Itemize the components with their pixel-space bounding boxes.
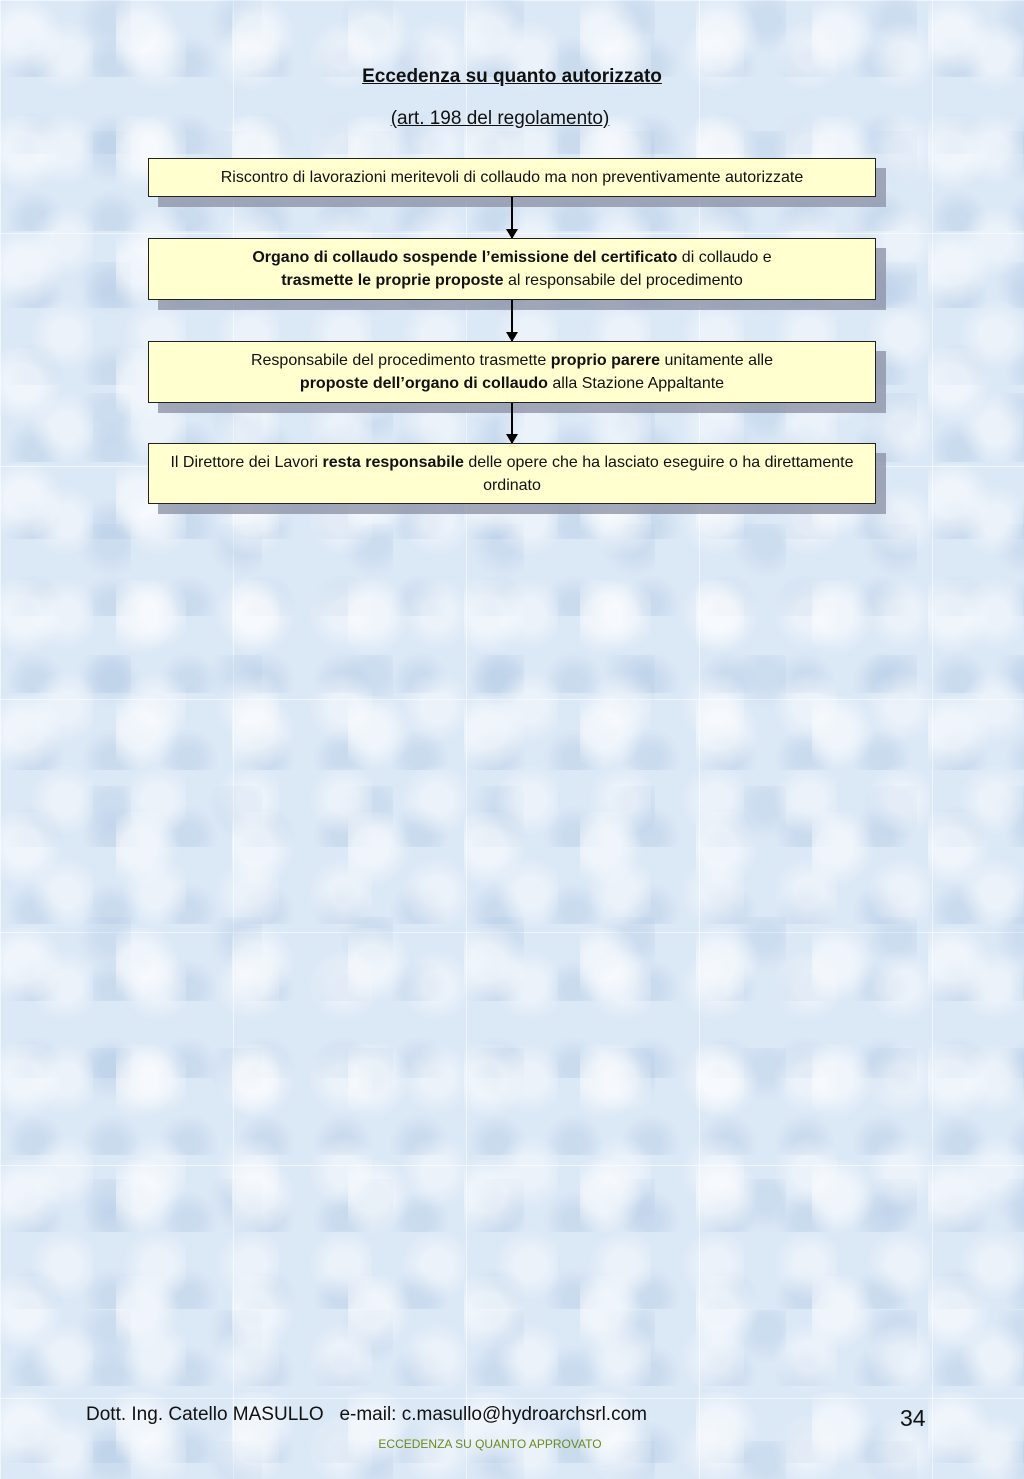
step3-text-1: Responsabile del procedimento trasmette	[250, 352, 551, 369]
flow-box	[148, 443, 876, 504]
flow-box	[148, 238, 876, 300]
step2-text-2: al responsabile del procedimento	[503, 272, 743, 289]
step4-text-1: Il Direttore dei Lavori	[170, 454, 323, 471]
flow-arrow-2	[511, 300, 513, 341]
step3-text-3: alla Stazione Appaltante	[547, 375, 725, 392]
page-number: 34	[900, 1405, 926, 1431]
flow-step-4	[148, 443, 876, 504]
step2-text-1: di collaudo e	[677, 249, 772, 266]
flow-step-3	[148, 341, 876, 403]
step2-bold-2: trasmette le proprie proposte	[281, 272, 504, 289]
flow-arrow-1	[511, 197, 513, 238]
step3-text-2: unitamente alle	[660, 352, 774, 369]
flow-box	[148, 341, 876, 403]
flow-step-1	[148, 158, 876, 197]
step3-bold-1: proprio parere	[550, 352, 661, 369]
flow-step-2	[148, 238, 876, 300]
page-subtitle: (art. 198 del regolamento)	[390, 108, 610, 129]
footer-author: Dott. Ing. Catello MASULLO e-mail: c.masullo@hydroarchsrl.com	[86, 1404, 647, 1425]
step4-bold-1: resta responsabile	[322, 454, 464, 471]
footer-caption: ECCEDENZA SU QUANTO APPROVATO	[378, 1437, 602, 1451]
step1-text: Riscontro di lavorazioni meritevoli di collaudo ma non preventivamente autorizzate	[220, 169, 804, 186]
step4-text-2: delle opere che ha lasciato eseguire o ha direttamente ordinato	[463, 454, 854, 494]
page-title: Eccedenza su quanto autorizzato	[362, 66, 662, 87]
flow-box	[148, 158, 876, 197]
step2-bold-1: Organo di collaudo sospende l’emissione del certificato	[252, 249, 678, 266]
step3-bold-2: proposte dell’organo di collaudo	[299, 375, 548, 392]
flow-arrow-3	[511, 403, 513, 443]
